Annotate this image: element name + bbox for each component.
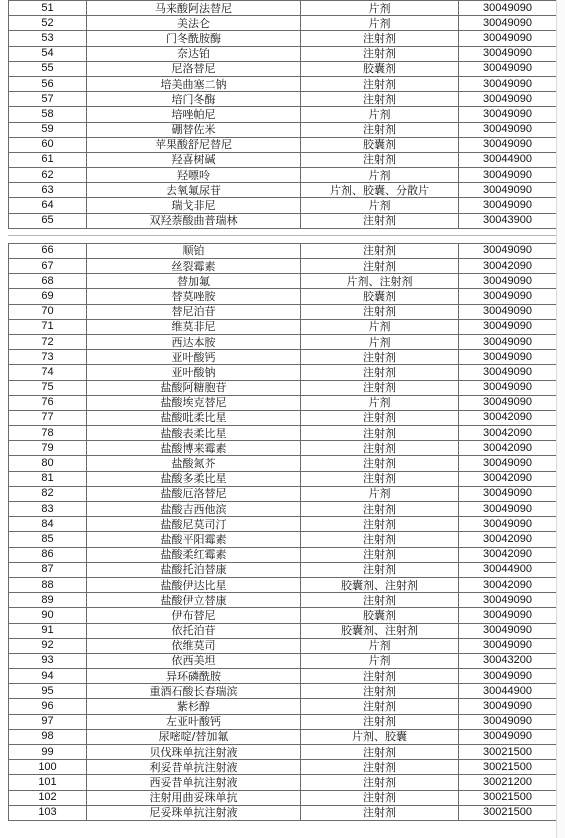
drug-name: 奈达铂 [87,46,301,61]
table-row [9,46,557,61]
drug-name: 羟喜树碱 [87,152,301,167]
hs-code: 30049090 [459,517,557,532]
drug-name: 培美曲塞二钠 [87,76,301,91]
dosage-form: 注射剂 [301,31,459,46]
drug-name: 注射用曲妥珠单抗 [87,790,301,805]
hs-code: 30049090 [459,365,557,380]
table-row [9,380,557,395]
dosage-form: 片剂 [301,653,459,668]
dosage-form: 注射剂 [301,213,459,228]
row-number: 71 [9,319,87,334]
hs-code: 30042090 [459,471,557,486]
table-row [9,805,557,820]
window-edge [556,0,565,838]
drug-name: 顺铂 [87,243,301,258]
dosage-form: 注射剂 [301,760,459,775]
drug-name: 尼洛替尼 [87,61,301,76]
drug-name: 丝裂霉素 [87,259,301,274]
dosage-form: 注射剂 [301,304,459,319]
drug-name: 利妥昔单抗注射液 [87,760,301,775]
table-row [9,350,557,365]
hs-code: 30049090 [459,350,557,365]
row-number: 83 [9,502,87,517]
hs-code: 30021500 [459,805,557,820]
hs-code: 30049090 [459,395,557,410]
table-row [9,760,557,775]
hs-code: 30044900 [459,562,557,577]
hs-code: 30049090 [459,334,557,349]
dosage-form: 注射剂 [301,699,459,714]
drug-name: 美法仑 [87,16,301,31]
row-number: 96 [9,699,87,714]
hs-code: 30021500 [459,745,557,760]
dosage-form: 片剂 [301,319,459,334]
drug-name: 盐酸氮芥 [87,456,301,471]
hs-code: 30043900 [459,213,557,228]
dosage-form: 片剂 [301,638,459,653]
row-number: 51 [9,1,87,16]
table-row [9,410,557,425]
dosage-form: 注射剂 [301,532,459,547]
table-row [9,669,557,684]
drug-name: 依维莫司 [87,638,301,653]
row-number: 67 [9,259,87,274]
table-row [9,532,557,547]
hs-code: 30049090 [459,31,557,46]
dosage-form: 片剂 [301,168,459,183]
table-row [9,562,557,577]
dosage-form: 注射剂 [301,92,459,107]
row-number: 93 [9,653,87,668]
dosage-form: 片剂 [301,1,459,16]
drug-name: 重酒石酸长春瑞滨 [87,684,301,699]
row-number: 57 [9,92,87,107]
hs-code: 30043200 [459,653,557,668]
dosage-form: 注射剂 [301,46,459,61]
dosage-form: 注射剂 [301,441,459,456]
row-number: 86 [9,547,87,562]
hs-code: 30049090 [459,274,557,289]
row-number: 66 [9,243,87,258]
drug-name: 依托泊苷 [87,623,301,638]
drug-name: 盐酸阿糖胞苷 [87,380,301,395]
dosage-form: 胶囊剂、注射剂 [301,623,459,638]
row-number: 88 [9,577,87,592]
drug-name: 瑞戈非尼 [87,198,301,213]
drug-name: 马来酸阿法替尼 [87,1,301,16]
row-number: 82 [9,486,87,501]
table-row [9,1,557,16]
hs-code: 30044900 [459,152,557,167]
dosage-form: 注射剂 [301,471,459,486]
row-number: 72 [9,334,87,349]
drug-name: 替加氟 [87,274,301,289]
dosage-form: 注射剂 [301,745,459,760]
table-row [9,289,557,304]
dosage-form: 片剂、胶囊、分散片 [301,183,459,198]
hs-code: 30049090 [459,76,557,91]
table-row [9,608,557,623]
table-row [9,441,557,456]
drug-name: 门冬酰胺酶 [87,31,301,46]
hs-code: 30049090 [459,714,557,729]
row-number: 74 [9,365,87,380]
row-number: 52 [9,16,87,31]
table-row [9,183,557,198]
spreadsheet [8,0,556,821]
dosage-form: 片剂 [301,486,459,501]
hs-code: 30044900 [459,684,557,699]
dosage-form: 胶囊剂 [301,61,459,76]
drug-name: 替尼泊苷 [87,304,301,319]
row-number: 101 [9,775,87,790]
hs-code: 30049090 [459,122,557,137]
table-row [9,122,557,137]
table-row [9,517,557,532]
table-row [9,638,557,653]
table-row [9,259,557,274]
dosage-form: 片剂 [301,107,459,122]
row-number: 61 [9,152,87,167]
dosage-form: 注射剂 [301,365,459,380]
table-row [9,168,557,183]
hs-code: 30049090 [459,699,557,714]
hs-code: 30042090 [459,577,557,592]
table-row [9,426,557,441]
table-row [9,577,557,592]
row-number: 79 [9,441,87,456]
dosage-form: 注射剂 [301,456,459,471]
hs-code: 30049090 [459,729,557,744]
hs-code: 30049090 [459,107,557,122]
row-number: 78 [9,426,87,441]
hs-code: 30049090 [459,638,557,653]
table-row [9,274,557,289]
hs-code: 30049090 [459,486,557,501]
row-number: 92 [9,638,87,653]
row-number: 89 [9,593,87,608]
drug-name: 伊布替尼 [87,608,301,623]
table-row [9,152,557,167]
hs-code: 30049090 [459,92,557,107]
dosage-form: 片剂 [301,16,459,31]
dosage-form: 片剂、胶囊 [301,729,459,744]
hs-code: 30049090 [459,243,557,258]
row-number: 60 [9,137,87,152]
dosage-form: 注射剂 [301,152,459,167]
row-number: 56 [9,76,87,91]
row-number: 91 [9,623,87,638]
row-number: 76 [9,395,87,410]
hs-code: 30042090 [459,547,557,562]
dosage-form: 注射剂 [301,426,459,441]
row-number: 54 [9,46,87,61]
hs-code: 30042090 [459,532,557,547]
row-number: 102 [9,790,87,805]
hs-code: 30049090 [459,304,557,319]
hs-code: 30049090 [459,289,557,304]
dosage-form: 注射剂 [301,805,459,820]
drug-name: 盐酸尼莫司汀 [87,517,301,532]
row-number: 59 [9,122,87,137]
drug-table-lower [8,243,557,821]
drug-name: 盐酸伊立替康 [87,593,301,608]
hs-code: 30049090 [459,502,557,517]
table-row [9,593,557,608]
table-row [9,304,557,319]
table-row [9,790,557,805]
hs-code: 30049090 [459,61,557,76]
dosage-form: 片剂 [301,198,459,213]
drug-name: 西达本胺 [87,334,301,349]
table-row [9,395,557,410]
row-number: 64 [9,198,87,213]
dosage-form: 胶囊剂 [301,608,459,623]
dosage-form: 注射剂 [301,714,459,729]
drug-name: 尼妥珠单抗注射液 [87,805,301,820]
hs-code: 30049090 [459,198,557,213]
drug-name: 培唑帕尼 [87,107,301,122]
drug-name: 苹果酸舒尼替尼 [87,137,301,152]
drug-table-upper [8,0,557,229]
drug-name: 盐酸托泊替康 [87,562,301,577]
row-number: 100 [9,760,87,775]
dosage-form: 注射剂 [301,593,459,608]
drug-name: 亚叶酸钙 [87,350,301,365]
drug-name: 贝伐珠单抗注射液 [87,745,301,760]
hs-code: 30021500 [459,790,557,805]
dosage-form: 注射剂 [301,547,459,562]
row-number: 95 [9,684,87,699]
drug-name: 异环磷酰胺 [87,669,301,684]
row-number: 87 [9,562,87,577]
drug-name: 维莫非尼 [87,319,301,334]
table-row [9,714,557,729]
hs-code: 30042090 [459,410,557,425]
drug-name: 盐酸吉西他滨 [87,502,301,517]
drug-name: 左亚叶酸钙 [87,714,301,729]
dosage-form: 注射剂 [301,259,459,274]
row-number: 70 [9,304,87,319]
hs-code: 30049090 [459,456,557,471]
hs-code: 30049090 [459,669,557,684]
table-row [9,471,557,486]
table-row [9,729,557,744]
table-row [9,334,557,349]
drug-name: 双羟萘酸曲普瑞林 [87,213,301,228]
table-row [9,213,557,228]
dosage-form: 注射剂 [301,775,459,790]
row-number: 99 [9,745,87,760]
table-row [9,107,557,122]
hs-code: 30049090 [459,380,557,395]
row-number: 85 [9,532,87,547]
row-number: 103 [9,805,87,820]
hs-code: 30049090 [459,608,557,623]
drug-name: 盐酸平阳霉素 [87,532,301,547]
drug-name: 硼替佐米 [87,122,301,137]
drug-name: 去氧氟尿苷 [87,183,301,198]
drug-name: 西妥昔单抗注射液 [87,775,301,790]
dosage-form: 胶囊剂 [301,289,459,304]
dosage-form: 注射剂 [301,517,459,532]
dosage-form: 注射剂 [301,410,459,425]
row-number: 68 [9,274,87,289]
row-number: 53 [9,31,87,46]
dosage-form: 注射剂 [301,502,459,517]
dosage-form: 注射剂 [301,76,459,91]
table-row [9,456,557,471]
dosage-form: 注射剂 [301,669,459,684]
hs-code: 30049090 [459,623,557,638]
drug-name: 替莫唑胺 [87,289,301,304]
dosage-form: 注射剂 [301,790,459,805]
dosage-form: 胶囊剂 [301,137,459,152]
table-row [9,486,557,501]
dosage-form: 注射剂 [301,562,459,577]
drug-name: 盐酸柔红霉素 [87,547,301,562]
dosage-form: 注射剂 [301,122,459,137]
hs-code: 30049090 [459,319,557,334]
row-number: 63 [9,183,87,198]
table-row [9,137,557,152]
row-number: 81 [9,471,87,486]
table-row [9,745,557,760]
table-row [9,623,557,638]
drug-name: 盐酸厄洛替尼 [87,486,301,501]
hs-code: 30049090 [459,168,557,183]
hs-code: 30049090 [459,593,557,608]
hs-code: 30049090 [459,46,557,61]
table-row [9,653,557,668]
table-row [9,502,557,517]
table-row [9,16,557,31]
hs-code: 30042090 [459,426,557,441]
row-number: 69 [9,289,87,304]
hs-code: 30021200 [459,775,557,790]
row-number: 80 [9,456,87,471]
dosage-form: 胶囊剂、注射剂 [301,577,459,592]
row-number: 73 [9,350,87,365]
drug-name: 依西美坦 [87,653,301,668]
table-row [9,61,557,76]
table-row [9,198,557,213]
row-number: 55 [9,61,87,76]
row-number: 65 [9,213,87,228]
dosage-form: 注射剂 [301,350,459,365]
dosage-form: 片剂 [301,334,459,349]
row-number: 62 [9,168,87,183]
hs-code: 30049090 [459,1,557,16]
drug-name: 培门冬酶 [87,92,301,107]
table-row [9,684,557,699]
table-row [9,319,557,334]
row-number: 90 [9,608,87,623]
row-number: 97 [9,714,87,729]
hs-code: 30049090 [459,183,557,198]
hs-code: 30021500 [459,760,557,775]
row-number: 77 [9,410,87,425]
drug-name: 紫杉醇 [87,699,301,714]
drug-name: 羟嘌呤 [87,168,301,183]
table-row [9,699,557,714]
table-row [9,31,557,46]
table-row [9,547,557,562]
dosage-form: 片剂、注射剂 [301,274,459,289]
drug-name: 盐酸多柔比星 [87,471,301,486]
drug-name: 尿嘧啶/替加氟 [87,729,301,744]
table-row [9,76,557,91]
row-number: 58 [9,107,87,122]
dosage-form: 片剂 [301,395,459,410]
dosage-form: 注射剂 [301,380,459,395]
table-row [9,365,557,380]
hs-code: 30042090 [459,441,557,456]
table-row [9,92,557,107]
row-number: 84 [9,517,87,532]
hs-code: 30049090 [459,16,557,31]
section-divider [8,229,556,243]
table-row [9,775,557,790]
hs-code: 30049090 [459,137,557,152]
row-number: 98 [9,729,87,744]
drug-name: 盐酸埃克替尼 [87,395,301,410]
row-number: 75 [9,380,87,395]
row-number: 94 [9,669,87,684]
table-row [9,243,557,258]
drug-name: 盐酸博来霉素 [87,441,301,456]
hs-code: 30042090 [459,259,557,274]
drug-name: 盐酸吡柔比星 [87,410,301,425]
drug-name: 盐酸伊达比星 [87,577,301,592]
dosage-form: 注射剂 [301,684,459,699]
dosage-form: 注射剂 [301,243,459,258]
drug-name: 盐酸表柔比星 [87,426,301,441]
drug-name: 亚叶酸钠 [87,365,301,380]
